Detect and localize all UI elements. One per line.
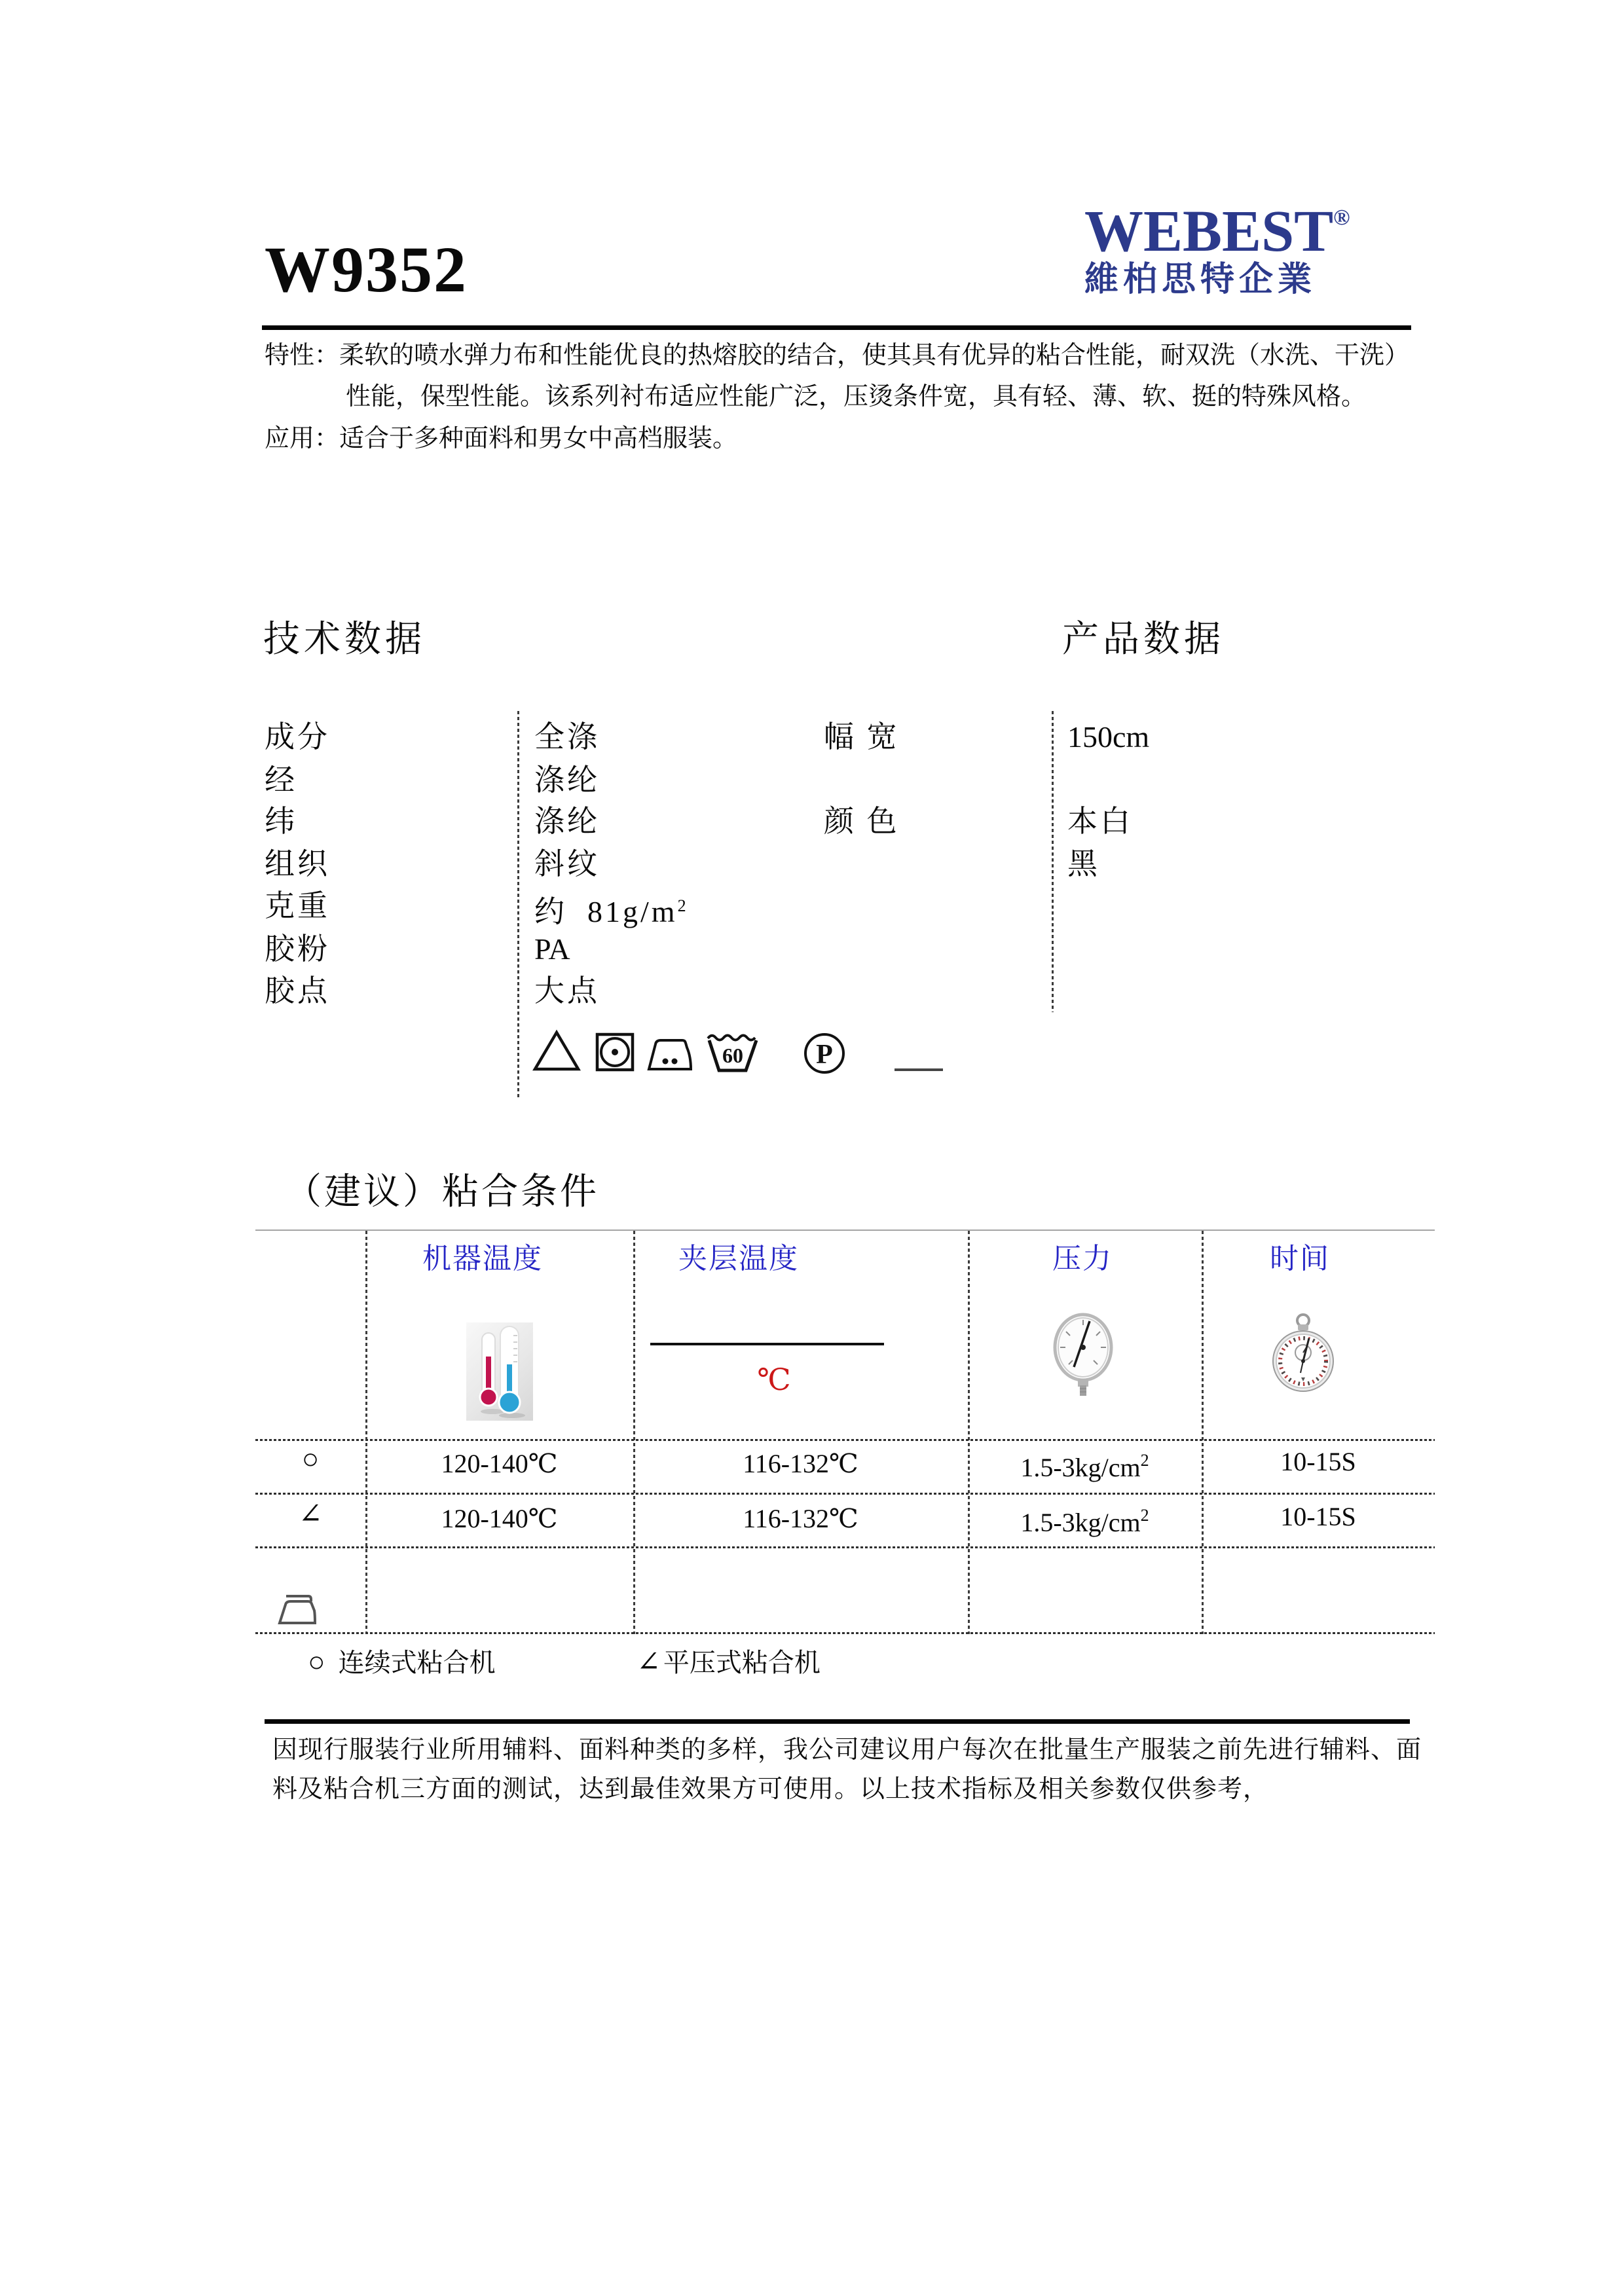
legend-flatpress-machine bbox=[637, 1642, 821, 1679]
weight-base: 约 81g/m bbox=[534, 895, 678, 928]
time-value: 10-15S bbox=[1280, 1502, 1356, 1531]
bonding-conditions-heading: （建议）粘合条件 bbox=[285, 1172, 599, 1212]
bonding-row-divider-3 bbox=[255, 1546, 1435, 1548]
pressure-gauge-icon bbox=[1053, 1311, 1116, 1397]
legend-circle-symbol: ○ bbox=[308, 1646, 325, 1678]
celsius-unit: ℃ bbox=[757, 1363, 791, 1396]
bonding-col-divider-3 bbox=[968, 1231, 970, 1634]
footer-disclaimer-line-2: 料及粘合机三方面的测试，达到最佳效果方可使用。以上技术指标及相关参数仅供参考， bbox=[272, 1776, 1269, 1803]
tech-value: 全涤 bbox=[534, 720, 600, 754]
bonding-bottom-border bbox=[255, 1632, 1435, 1634]
machine-temp-value: 120-140℃ bbox=[441, 1449, 558, 1478]
dash-mark-icon bbox=[895, 1068, 943, 1071]
pressure-base: 1.5-3kg/cm bbox=[1020, 1508, 1141, 1537]
bonding-row-divider-2 bbox=[255, 1493, 1435, 1495]
tech-table-divider-right bbox=[1052, 711, 1054, 1012]
registered-trademark-mark: ® bbox=[1333, 206, 1350, 230]
tech-value: 大点 bbox=[534, 974, 600, 1008]
product-width-value: 150cm bbox=[1067, 720, 1150, 754]
pressure-superscript: 2 bbox=[1140, 1506, 1149, 1525]
pressure-value bbox=[968, 1501, 1202, 1538]
tech-label: 胶粉 bbox=[265, 932, 330, 966]
tech-label: 成分 bbox=[265, 720, 330, 754]
tech-value: 涤纶 bbox=[534, 763, 600, 797]
feature-line-1 bbox=[265, 340, 1409, 371]
bonding-row-divider-1 bbox=[255, 1439, 1435, 1441]
machine-temp-value: 120-140℃ bbox=[441, 1504, 558, 1533]
tech-label: 克重 bbox=[265, 889, 330, 922]
machine-type-symbol: ○ bbox=[301, 1443, 320, 1475]
weight-superscript: 2 bbox=[677, 896, 686, 915]
stopwatch-icon bbox=[1272, 1312, 1335, 1396]
tech-table-divider-left bbox=[517, 711, 519, 1097]
application-text: 适合于多种面料和男女中高档服装。 bbox=[339, 425, 738, 452]
bonding-col-divider-2 bbox=[633, 1231, 635, 1634]
application-label: 应用： bbox=[265, 425, 340, 452]
col-header-pressure: 压力 bbox=[1052, 1243, 1113, 1275]
dry-clean-letter-text: P bbox=[816, 1040, 833, 1070]
time-value: 10-15S bbox=[1280, 1447, 1356, 1476]
tumble-dry-icon bbox=[595, 1032, 635, 1072]
interlayer-underline bbox=[650, 1343, 884, 1345]
feature-label: 特性： bbox=[265, 342, 340, 369]
bleach-triangle-icon bbox=[532, 1029, 581, 1072]
col-header-interlayer-temp: 夹层温度 bbox=[678, 1243, 799, 1275]
product-width-label: 幅 宽 bbox=[824, 720, 900, 754]
product-color-label: 颜 色 bbox=[824, 805, 900, 838]
footer-disclaimer-line-1: 因现行服装行业所用辅料、面料种类的多样，我公司建议用户每次在批量生产服装之前先进行辅料、面 bbox=[272, 1736, 1422, 1764]
tech-label: 胶点 bbox=[265, 974, 330, 1008]
tech-label: 纬 bbox=[265, 805, 297, 838]
wash-temperature-text: 60 bbox=[722, 1044, 743, 1067]
product-color-value-2: 黑 bbox=[1067, 847, 1100, 881]
logo-company-name: 維柏思特企業 bbox=[1084, 261, 1317, 299]
legend-continuous-label: 连续式粘合机 bbox=[338, 1648, 496, 1677]
bonding-col-divider-1 bbox=[365, 1231, 367, 1634]
col-header-machine-temp: 机器温度 bbox=[422, 1243, 543, 1275]
pressure-superscript: 2 bbox=[1140, 1451, 1149, 1470]
bonding-table bbox=[255, 1230, 1435, 1634]
pressure-base: 1.5-3kg/cm bbox=[1020, 1453, 1141, 1482]
tech-label: 经 bbox=[265, 763, 297, 797]
logo-wordmark-line bbox=[1084, 199, 1373, 264]
col-header-time: 时间 bbox=[1270, 1243, 1330, 1275]
header-divider-rule bbox=[262, 325, 1411, 330]
product-code-title: W9352 bbox=[265, 233, 468, 306]
product-data-heading: 产品数据 bbox=[1062, 619, 1225, 660]
tech-data-heading: 技术数据 bbox=[263, 619, 426, 660]
logo-wordmark: WEBEST bbox=[1084, 199, 1334, 264]
hand-iron-icon bbox=[277, 1592, 318, 1626]
tech-label: 组织 bbox=[265, 847, 330, 881]
feature-line-2: 性能，保型性能。该系列衬布适应性能广泛，压烫条件宽，具有轻、薄、软、挺的特殊风格。 bbox=[346, 383, 1367, 410]
dry-clean-p-icon bbox=[803, 1032, 846, 1075]
footer-divider-rule bbox=[265, 1719, 1410, 1724]
legend-flatpress-label: 平压式粘合机 bbox=[663, 1648, 821, 1677]
tech-value bbox=[534, 889, 686, 929]
interlayer-temp-value: 116-132℃ bbox=[743, 1449, 858, 1478]
tech-value: 涤纶 bbox=[534, 805, 600, 838]
brand-logo bbox=[1084, 199, 1373, 299]
thermometer-icon bbox=[466, 1322, 533, 1421]
legend-angle-symbol: ∠ bbox=[637, 1646, 661, 1678]
tech-value: PA bbox=[534, 932, 570, 966]
legend-continuous-machine bbox=[308, 1642, 496, 1679]
tech-value: 斜纹 bbox=[534, 847, 600, 881]
feature-text-1: 柔软的喷水弹力布和性能优良的热熔胶的结合，使其具有优异的粘合性能，耐双洗（水洗、干洗） bbox=[339, 342, 1410, 369]
product-color-value-1: 本白 bbox=[1067, 805, 1133, 838]
interlayer-temp-value: 116-132℃ bbox=[743, 1504, 858, 1533]
wash-60-icon bbox=[705, 1030, 761, 1074]
pressure-value bbox=[968, 1446, 1202, 1483]
bonding-col-divider-4 bbox=[1202, 1231, 1204, 1634]
iron-two-dots-icon bbox=[646, 1034, 694, 1072]
application-line bbox=[265, 424, 737, 454]
machine-type-symbol: ∠ bbox=[298, 1498, 323, 1530]
